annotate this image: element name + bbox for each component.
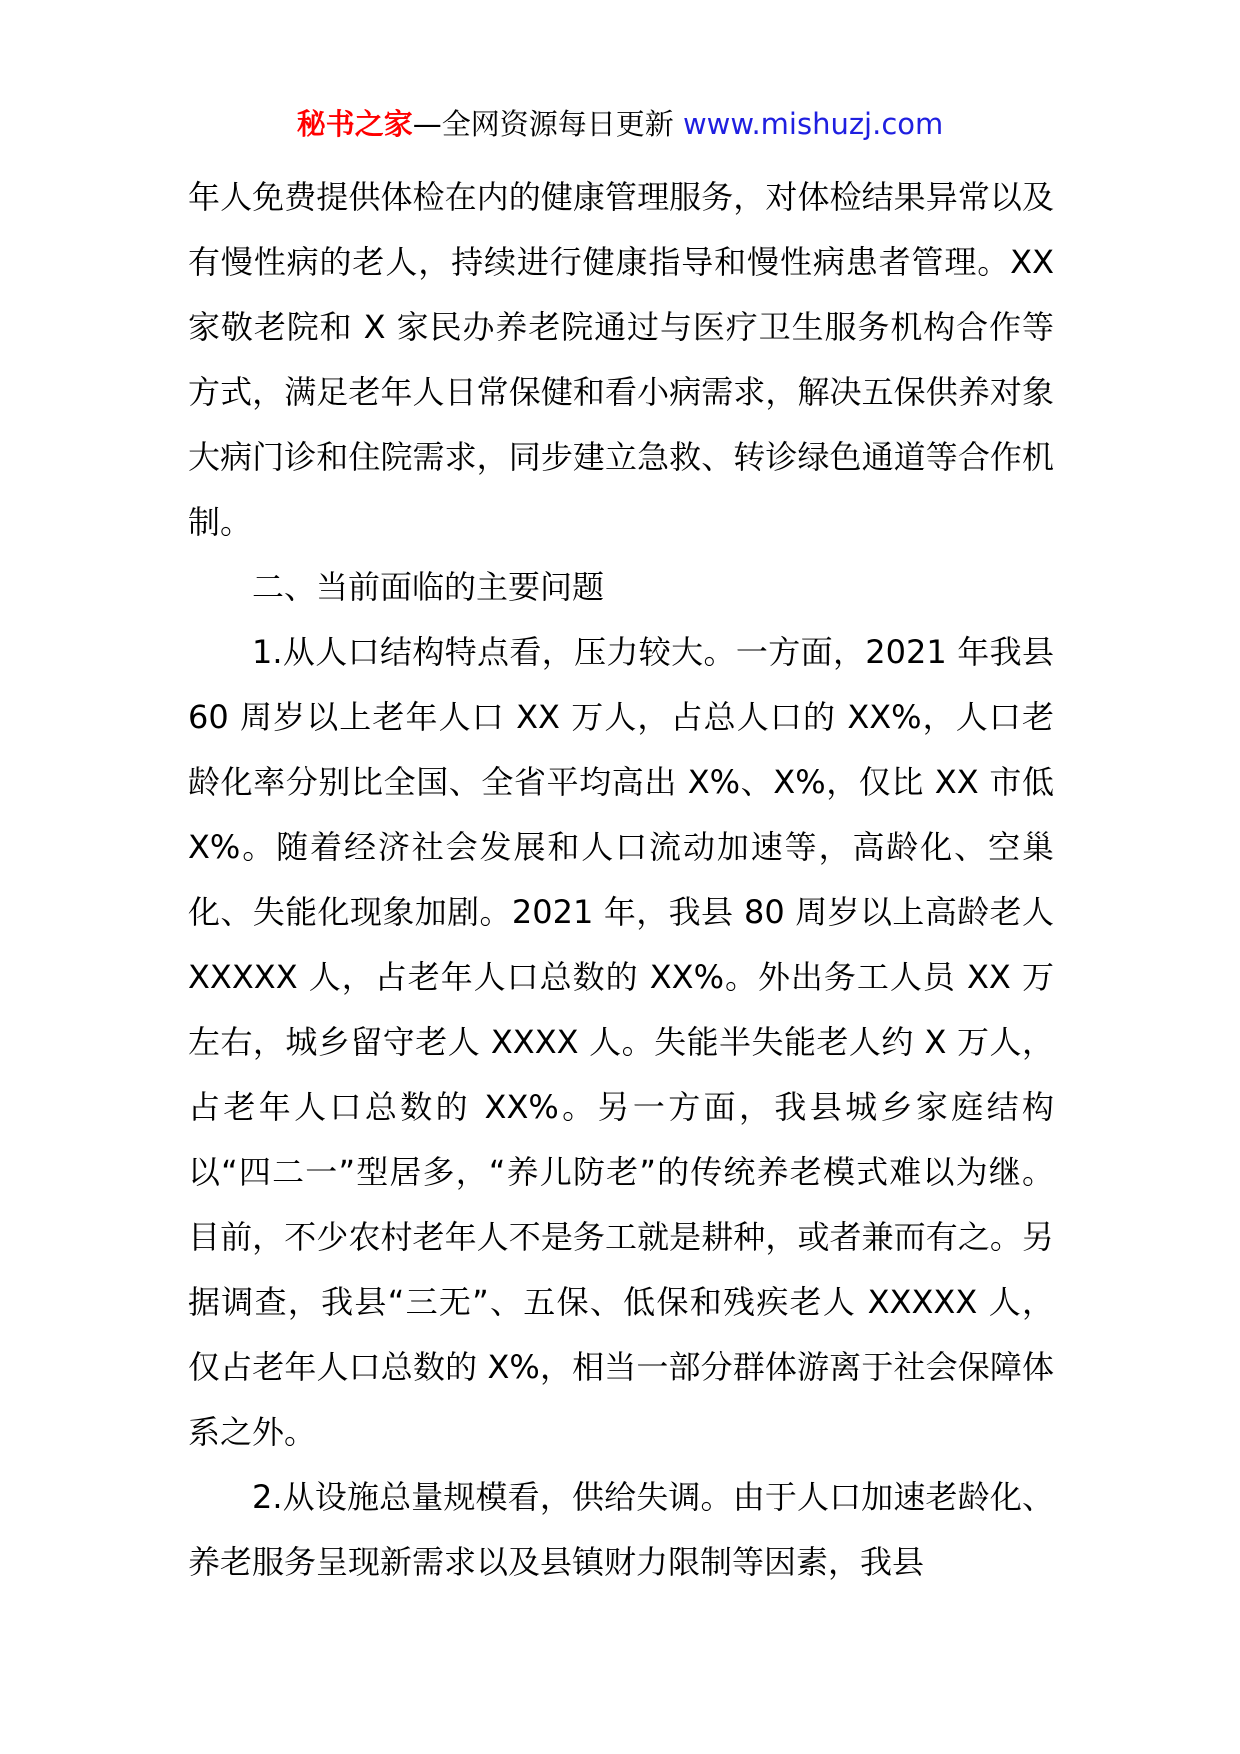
paragraph-continuation: 年人免费提供体检在内的健康管理服务，对体检结果异常以及有慢性病的老人，持续进行健康指导和慢性病患者管理。XX 家敬老院和 X 家民办养老院通过与医疗卫生服务机构合作等方式，满足老年人日常保健和看小病需求，解决五保供养对象大病门诊和住院需求，同步建立急救、转诊绿色通道等合作机制。 [188, 178, 1054, 541]
section-heading: 二、当前面临的主要问题 [252, 568, 605, 606]
page-header [0, 100, 1240, 148]
document-body [188, 165, 1054, 1595]
paragraph-facility-supply: 2.从设施总量规模看，供给失调。由于人口加速老龄化、养老服务呈现新需求以及县镇财力限制等因素，我县 [188, 1478, 1054, 1581]
header-url-link[interactable]: www.mishuzj.com [682, 107, 944, 141]
header-brand: 秘书之家 [296, 107, 413, 141]
paragraph-population-structure: 1.从人口结构特点看，压力较大。一方面，2021 年我县 60 周岁以上老年人口 XX 万人，占总人口的 XX%，人口老龄化率分别比全国、全省平均高出 X%、X%，仅比 XX 市低 X%。随着经济社会发展和人口流动加速等，高龄化、空巢化、失能化现象加剧。2021 年，我县 80 周岁以上高龄老人 XXXXX 人，占老年人口总数的 XX%。外出务工人员 XX 万左右，城乡留守老人 XXXX 人。失能半失能老人约 X 万人，占老年人口总数的 XX%。另一方面，我县城乡家庭结构以“四二一”型居多，“养儿防老”的传统养老模式难以为继。目前，不少农村老年人不是务工就是耕种，或者兼而有之。另据调查，我县“三无”、五保、低保和残疾老人 XXXXX 人，仅占老年人口总数的 X%，相当一部分群体游离于社会保障体系之外。 [188, 633, 1054, 1451]
header-tagline: —全网资源每日更新 [412, 107, 674, 141]
